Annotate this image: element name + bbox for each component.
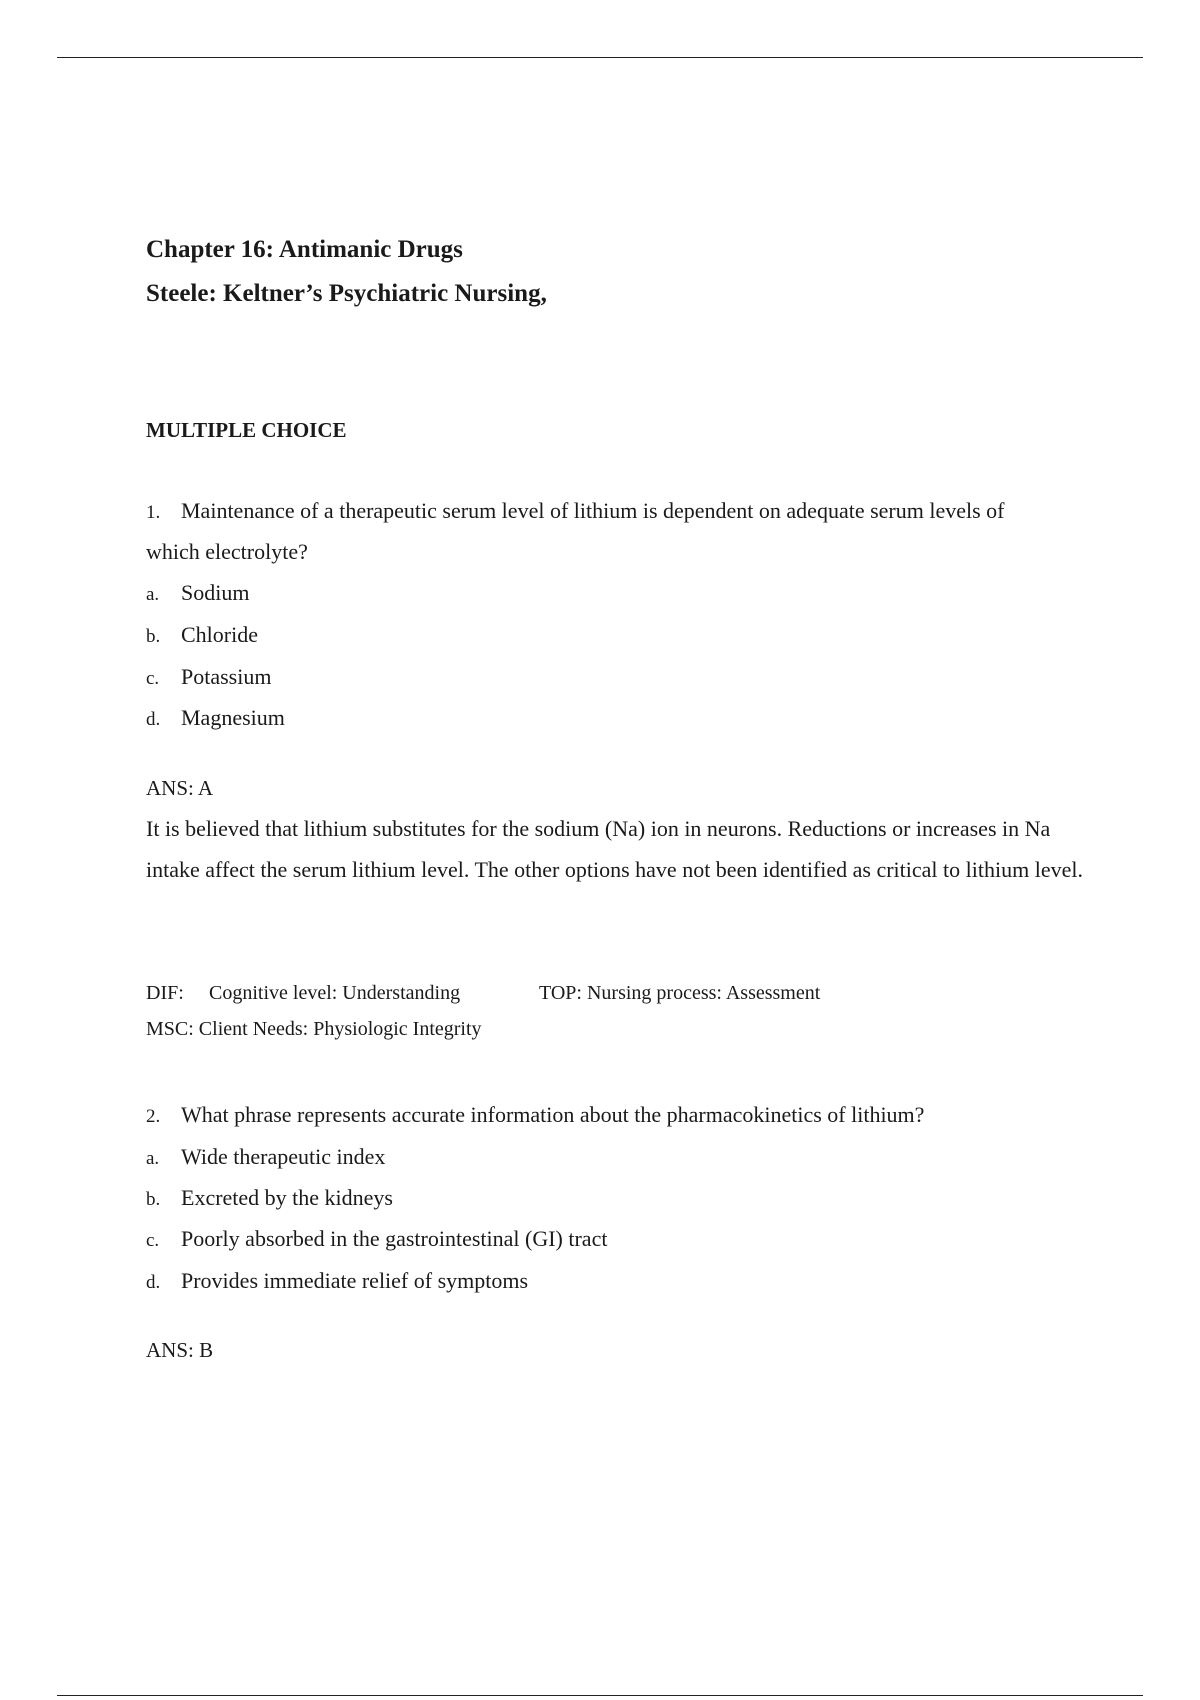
- option-text: Poorly absorbed in the gastrointestinal (GI) tract: [181, 1226, 608, 1251]
- section-label: MULTIPLE CHOICE: [146, 418, 347, 442]
- question-number: 1.: [146, 502, 161, 523]
- option-letter: c.: [146, 1230, 160, 1251]
- answer-key: ANS: B: [146, 1338, 214, 1362]
- question-stem-line: Maintenance of a therapeutic serum level of lithium is dependent on adequate serum levels of: [181, 498, 1005, 523]
- option-item: [146, 697, 285, 740]
- book-title: Steele: Keltner’s Psychiatric Nursing,: [146, 280, 547, 307]
- answer-key: ANS: A: [146, 776, 214, 800]
- option-text: Chloride: [181, 622, 258, 647]
- client-needs: MSC: Client Needs: Physiologic Integrity: [146, 1018, 482, 1040]
- option-letter: d.: [146, 1272, 161, 1293]
- option-item: [146, 1177, 393, 1220]
- option-letter: b.: [146, 1189, 161, 1210]
- option-text: Magnesium: [181, 705, 285, 730]
- difficulty-label: DIF:: [146, 982, 184, 1004]
- option-text: Wide therapeutic index: [181, 1144, 386, 1169]
- question-number: 2.: [146, 1106, 161, 1127]
- option-letter: b.: [146, 626, 161, 647]
- chapter-title: Chapter 16: Antimanic Drugs: [146, 236, 463, 263]
- question-stem-continued: which electrolyte?: [146, 539, 308, 564]
- topic: TOP: Nursing process: Assessment: [539, 982, 821, 1004]
- option-item: [146, 656, 271, 699]
- option-letter: a.: [146, 584, 160, 605]
- option-letter: d.: [146, 709, 161, 730]
- question-stem: [146, 490, 1005, 533]
- top-rule: [57, 57, 1143, 58]
- difficulty-value: Cognitive level: Understanding: [209, 982, 461, 1004]
- option-item: [146, 572, 249, 615]
- bottom-rule: [57, 1695, 1143, 1696]
- option-letter: c.: [146, 668, 160, 689]
- option-item: [146, 1260, 528, 1303]
- option-item: [146, 1218, 607, 1261]
- option-text: Sodium: [181, 580, 250, 605]
- option-text: Excreted by the kidneys: [181, 1185, 393, 1210]
- option-text: Provides immediate relief of symptoms: [181, 1268, 529, 1293]
- question-stem-line: What phrase represents accurate information about the pharmacokinetics of lithium?: [181, 1102, 925, 1127]
- option-item: [146, 614, 258, 657]
- option-text: Potassium: [181, 664, 272, 689]
- option-item: [146, 1136, 385, 1179]
- question-stem: [146, 1094, 924, 1137]
- rationale: It is believed that lithium substitutes for the sodium (Na) ion in neurons. Reductions or increases in Na intake affect the serum lithium level. The other options have not been identified as critical to lithium level.: [146, 816, 1083, 882]
- option-letter: a.: [146, 1148, 160, 1169]
